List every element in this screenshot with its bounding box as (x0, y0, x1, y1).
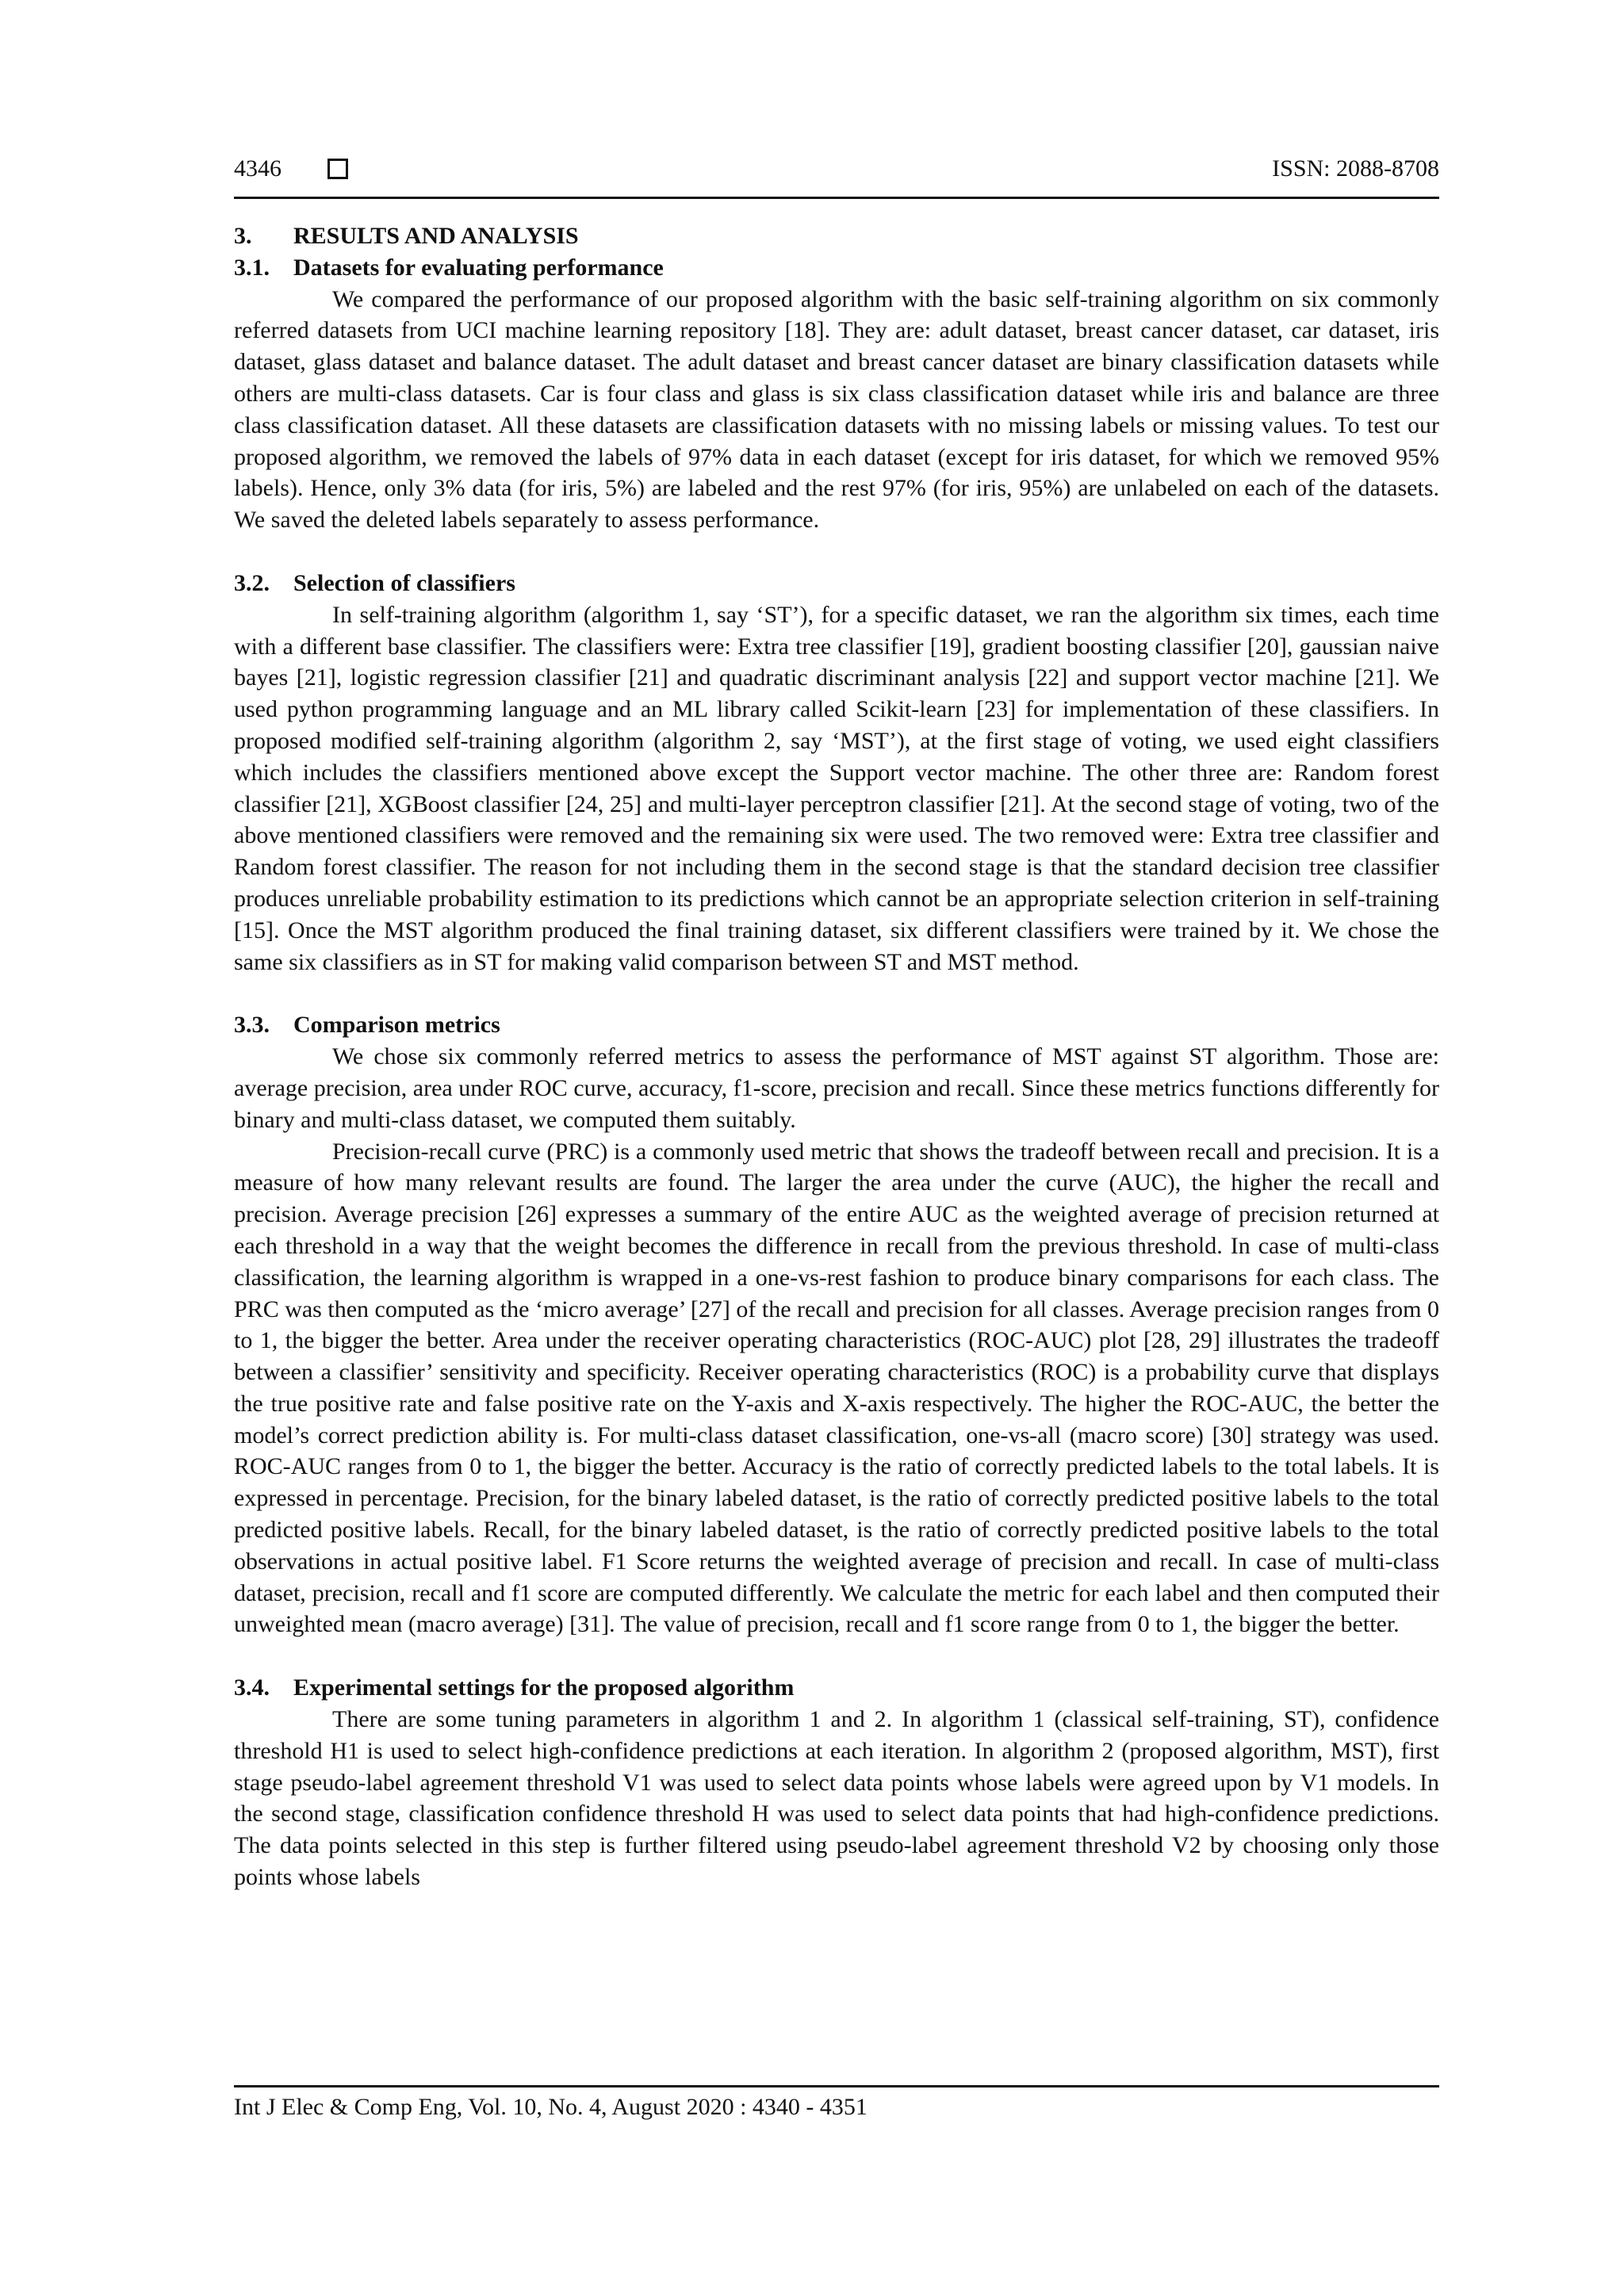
page-header (234, 155, 1439, 199)
page-body (234, 220, 1439, 1893)
paragraph-metrics-intro: We chose six commonly referred metrics to assess the performance of MST against ST algorithm. Those are: average precision, area under ROC curve, accuracy, f1-score, precision and recall. Since these metrics functions differently for binary and multi-class dataset, we computed them suitably. (234, 1043, 1439, 1133)
journal-issn: ISSN: 2088-8708 (1272, 155, 1439, 182)
paragraph-classifiers: In self-training algorithm (algorithm 1, say ‘ST’), for a specific dataset, we ran the algorithm six times, each time with a different base classifier. The classifiers were: Extra tree classifier [19], gradient boosting classifier [20], gaussian naive bayes [21], logistic regression classifier [21] and quadratic discriminant analysis [22] and support vector machine [21]. We used python programming language and an ML library called Scikit-learn [23] for implementation of these classifiers. In proposed modified self-training algorithm (algorithm 2, say ‘MST’), at the first stage of voting, we used eight classifiers which includes the classifiers mentioned above except the Support vector machine. The other three are: Random forest classifier [21], XGBoost classifier [24, 25] and multi-layer perceptron classifier [21]. At the second stage of voting, two of the above mentioned classifiers were removed and the remaining six were used. The two removed were: Extra tree classifier and Random forest classifier. The reason for not including them in the second stage is that the standard decision tree classifier produces unreliable probability estimation to its predictions which cannot be an appropriate selection criterion in self-training [15]. Once the MST algorithm produced the final training dataset, six different classifiers were trained by it. We chose the same six classifiers as in ST for making valid comparison between ST and MST method. (234, 601, 1439, 975)
paragraph-metrics-detail: Precision-recall curve (PRC) is a commonly used metric that shows the tradeoff between recall and precision. It is a measure of how many relevant results are found. The larger the area under the curve (AUC), the higher the recall and precision. Average precision [26] expresses a summary of the entire AUC as the weighted average of precision returned at each threshold in a way that the weight becomes the difference in recall from the previous threshold. In case of multi-class classification, the learning algorithm is wrapped in a one-vs-rest fashion to produce binary comparisons for each class. The PRC was then computed as the ‘micro average’ [27] of the recall and precision for all classes. Average precision ranges from 0 to 1, the bigger the better. Area under the receiver operating characteristics (ROC-AUC) plot [28, 29] illustrates the tradeoff between a classifier’ sensitivity and specificity. Receiver operating characteristics (ROC) is a probability curve that displays the true positive rate and false positive rate on the Y-axis and X-axis respectively. The higher the ROC-AUC, the better the model’s correct prediction ability is. For multi-class dataset classification, one-vs-all (macro score) [30] strategy was used. ROC-AUC ranges from 0 to 1, the bigger the better. Accuracy is the ratio of correctly predicted labels to the total labels. It is expressed in percentage. Precision, for the binary labeled dataset, is the ratio of correctly predicted positive labels to the total predicted positive labels. Recall, for the binary labeled dataset, is the ratio of correctly predicted positive labels to the total observations in actual positive label. F1 Score returns the weighted average of precision and recall. In case of multi-class dataset, precision, recall and f1 score are computed differently. We calculate the metric for each label and then computed their unweighted mean (macro average) [31]. The value of precision, recall and f1 score range from 0 to 1, the bigger the better. (234, 1138, 1440, 1638)
subsection-heading-3-1: 3.1. Datasets for evaluating performance (234, 254, 664, 281)
section-heading: 3. RESULTS AND ANALYSIS (234, 223, 579, 249)
paragraph-datasets: We compared the performance of our proposed algorithm with the basic self-training algorithm on six commonly referred datasets from UCI machine learning repository [18]. They are: adult dataset, breast cancer dataset, car dataset, iris dataset, glass dataset and balance dataset. The adult dataset and breast cancer dataset are binary classification datasets while others are multi-class datasets. Car is four class and glass is six class classification dataset while iris and balance are three class classification dataset. All these datasets are classification datasets with no missing labels or missing values. To test our proposed algorithm, we removed the labels of 97% data in each dataset (except for iris dataset, for which we removed 95% labels). Hence, only 3% data (for iris, 5%) are labeled and the rest 97% (for iris, 95%) are unlabeled on each of the datasets. We saved the deleted labels separately to assess performance. (234, 285, 1439, 534)
journal-citation: Int J Elec & Comp Eng, Vol. 10, No. 4, August 2020 : 4340 - 4351 (234, 2094, 868, 2120)
paragraph-settings: There are some tuning parameters in algorithm 1 and 2. In algorithm 1 (classical self-training, ST), confidence threshold H1 is used to select high-confidence predictions at each iteration. In algorithm 2 (proposed algorithm, MST), first stage pseudo-label agreement threshold V1 was used to select data points whose labels were agreed upon by V1 models. In the second stage, classification confidence threshold H was used to select data points that had high-confidence predictions. The data points selected in this step is further filtered using pseudo-label agreement threshold V2 by choosing only those points whose labels (234, 1706, 1439, 1891)
square-bullet-icon (327, 159, 348, 179)
page-number: 4346 (234, 155, 282, 182)
subsection-heading-3-4: 3.4. Experimental settings for the proposed algorithm (234, 1674, 795, 1701)
subsection-heading-3-3: 3.3. Comparison metrics (234, 1012, 500, 1039)
subsection-heading-3-2: 3.2. Selection of classifiers (234, 569, 515, 596)
page-footer (234, 2085, 1439, 2121)
